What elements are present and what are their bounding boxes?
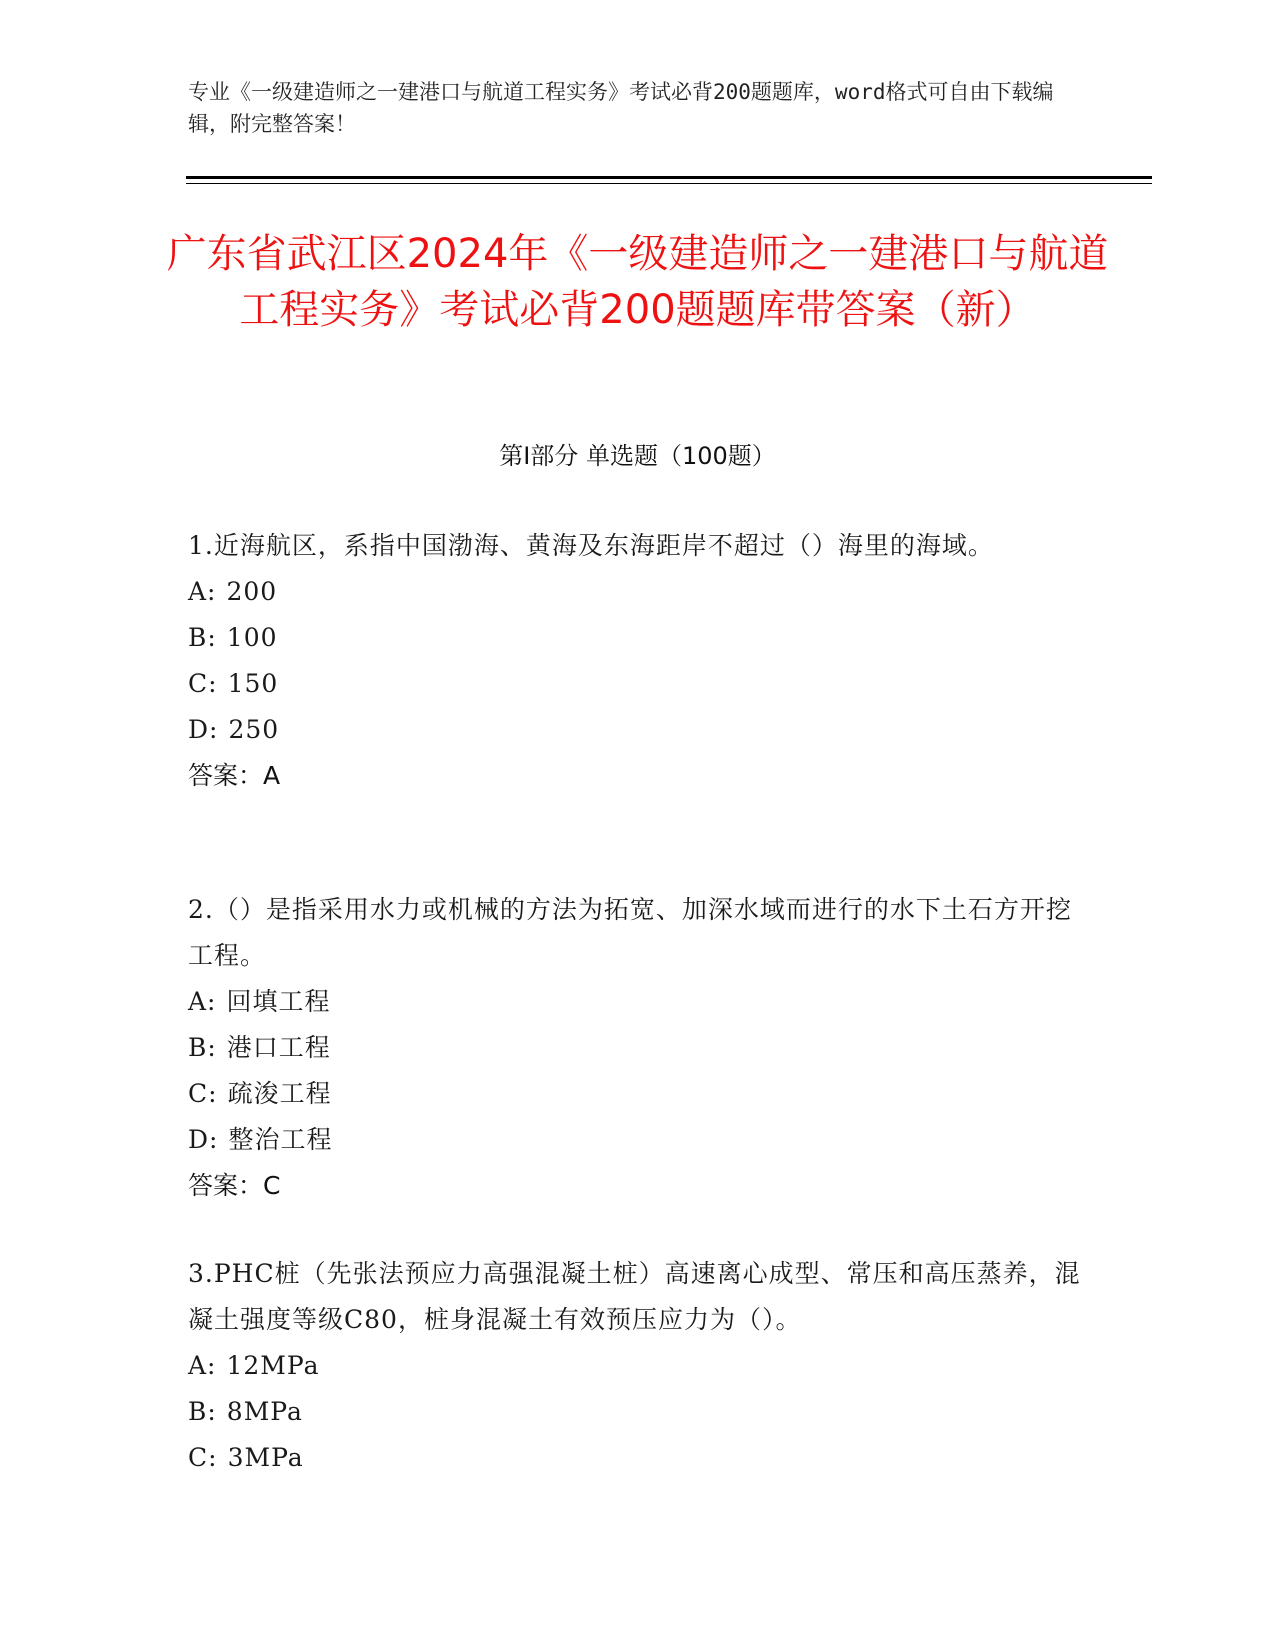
option-letter: B: bbox=[188, 1397, 217, 1426]
option-letter: D: bbox=[188, 715, 219, 744]
option-letter: C: bbox=[188, 1079, 218, 1108]
option-letter: A: bbox=[188, 987, 217, 1016]
option-text: 回填工程 bbox=[226, 987, 331, 1016]
option-c bbox=[188, 1071, 1088, 1117]
option-b bbox=[188, 615, 1088, 661]
option-text: 整治工程 bbox=[228, 1125, 333, 1154]
option-text: 疏浚工程 bbox=[227, 1079, 332, 1108]
header-note: 专业《一级建造师之一建港口与航道工程实务》考试必背200题题库，word格式可自由下载编辑，附完整答案！ bbox=[188, 80, 1054, 136]
option-text: 8MPa bbox=[226, 1397, 303, 1426]
question-stem: 3.PHC桩（先张法预应力高强混凝土桩）高速离心成型、常压和高压蒸养，混凝土强度等级C80，桩身混凝土有效预压应力为（）。 bbox=[188, 1259, 1081, 1334]
option-text: 250 bbox=[228, 715, 280, 744]
option-a bbox=[188, 1343, 1088, 1389]
option-text: 港口工程 bbox=[226, 1033, 331, 1062]
header-rule-thick bbox=[186, 176, 1152, 179]
option-letter: C: bbox=[188, 1443, 218, 1472]
header-rule-thin bbox=[186, 183, 1152, 184]
option-letter: A: bbox=[188, 1351, 217, 1380]
option-d bbox=[188, 707, 1088, 753]
option-letter: C: bbox=[188, 669, 218, 698]
option-a bbox=[188, 979, 1088, 1025]
answer-line: 答案：C bbox=[188, 1171, 281, 1200]
option-d bbox=[188, 1117, 1088, 1163]
question-2 bbox=[188, 887, 1088, 1209]
document-title: 广东省武江区2024年《一级建造师之一建港口与航道工程实务》考试必背200题题库带答案（新） bbox=[166, 231, 1109, 333]
option-a bbox=[188, 569, 1088, 615]
section-title: 第I部分 单选题（100题） bbox=[499, 442, 776, 470]
option-b bbox=[188, 1025, 1088, 1071]
option-c bbox=[188, 661, 1088, 707]
option-text: 100 bbox=[226, 623, 278, 652]
question-stem: 2.（）是指采用水力或机械的方法为拓宽、加深水域而进行的水下土石方开挖工程。 bbox=[188, 895, 1072, 970]
option-text: 200 bbox=[226, 577, 278, 606]
question-1 bbox=[188, 523, 1088, 799]
question-stem: 1.近海航区，系指中国渤海、黄海及东海距岸不超过（）海里的海域。 bbox=[188, 531, 994, 560]
option-letter: B: bbox=[188, 623, 217, 652]
question-3 bbox=[188, 1251, 1088, 1481]
option-text: 3MPa bbox=[227, 1443, 304, 1472]
option-letter: B: bbox=[188, 1033, 217, 1062]
option-c bbox=[188, 1435, 1088, 1481]
option-b bbox=[188, 1389, 1088, 1435]
answer-line: 答案：A bbox=[188, 761, 281, 790]
option-text: 12MPa bbox=[226, 1351, 320, 1380]
option-text: 150 bbox=[227, 669, 279, 698]
option-letter: D: bbox=[188, 1125, 219, 1154]
option-letter: A: bbox=[188, 577, 217, 606]
